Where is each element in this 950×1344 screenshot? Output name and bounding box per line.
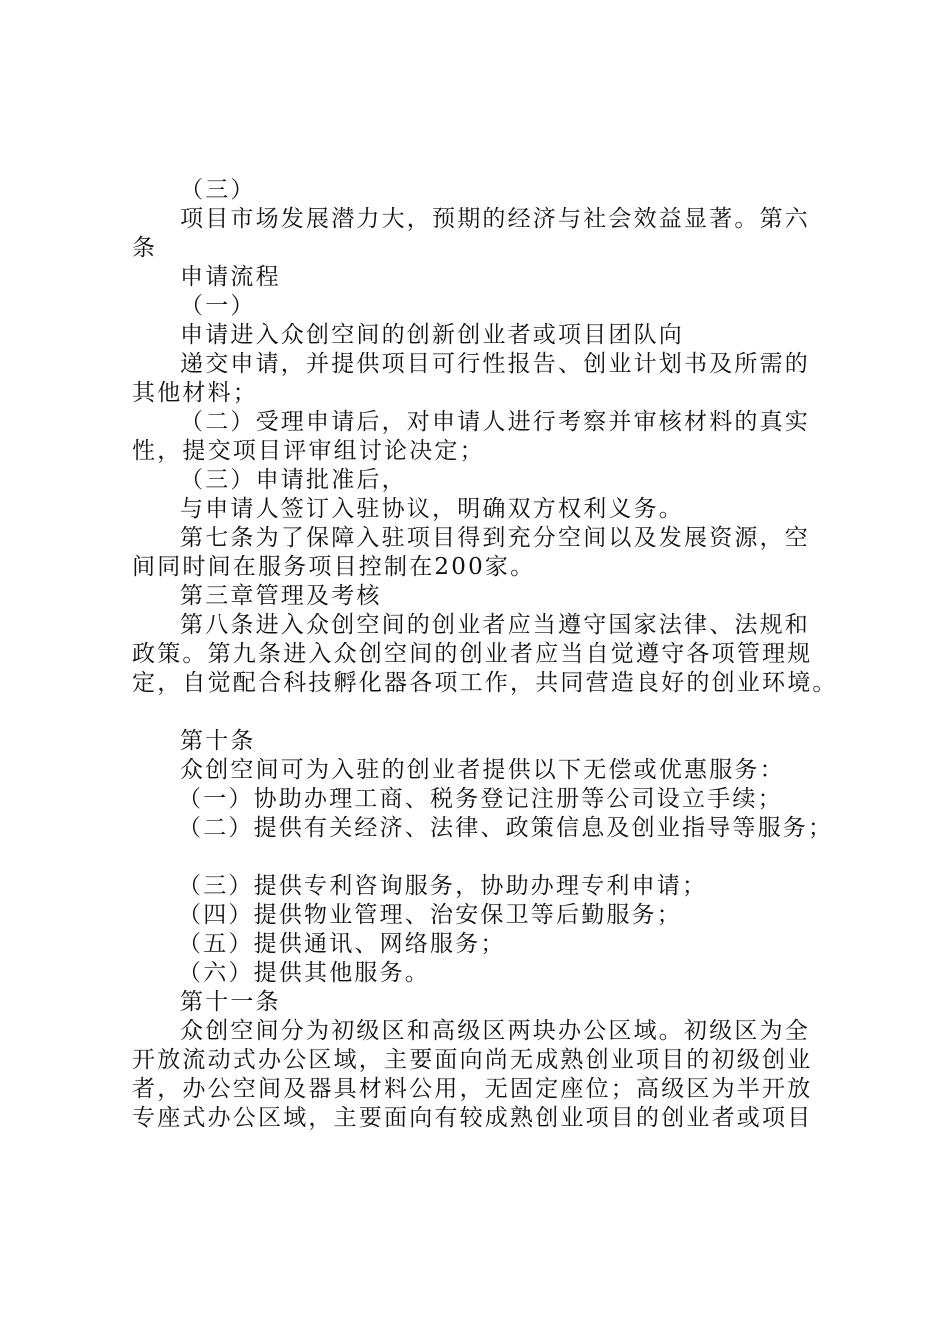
text-line: 专座式办公区域，主要面向有较成熟创业项目的创业者或项目 — [132, 1105, 813, 1131]
text-line: 项目市场发展潜力大，预期的经济与社会效益显著。第六 — [180, 206, 810, 232]
text-line: 与申请人签订入驻协议，明确双方权利义务。 — [180, 496, 684, 522]
text-line: 定，自觉配合科技孵化器各项工作，共同营造良好的创业环境。 — [132, 670, 838, 696]
text-line: （三）申请批准后， — [180, 467, 407, 493]
article-heading: 第十条 — [180, 728, 256, 754]
text-line: 众创空间可为入驻的创业者提供以下无偿或优惠服务： — [180, 757, 785, 783]
document-body — [132, 176, 838, 1133]
text-line: 开放流动式办公区域，主要面向尚无成熟创业项目的初级创业 — [132, 1047, 813, 1073]
text-line: 性，提交项目评审组讨论决定； — [132, 438, 485, 464]
list-item: （四）提供物业管理、治安保卫等后勤服务； — [178, 902, 682, 928]
text-line: 递交申请，并提供项目可行性报告、创业计划书及所需的 — [180, 351, 810, 377]
list-item: （五）提供通讯、网络服务； — [178, 931, 506, 957]
text-line: （三） — [180, 177, 256, 203]
article-heading: 第十一条 — [180, 989, 281, 1015]
text-line: 其他材料； — [132, 380, 258, 406]
text-line: 间同时间在服务项目控制在200家。 — [132, 554, 536, 580]
text-line: （一） — [180, 293, 256, 319]
text-line: 者，办公空间及器具材料公用，无固定座位；高级区为半开放 — [132, 1076, 813, 1102]
text-line: 第八条进入众创空间的创业者应当遵守国家法律、法规和 — [180, 612, 810, 638]
chapter-heading: 第三章管理及考核 — [180, 583, 382, 609]
list-item: （二）提供有关经济、法律、政策信息及创业指导等服务； — [178, 815, 834, 841]
list-item: （一）协助办理工商、税务登记注册等公司设立手续； — [178, 786, 783, 812]
text-line: 条 — [132, 235, 158, 261]
list-item: （六）提供其他服务。 — [178, 960, 430, 986]
section-heading: 申请流程 — [180, 264, 281, 290]
text-line: 众创空间分为初级区和高级区两块办公区域。初级区为全 — [180, 1018, 810, 1044]
paragraph-gap — [132, 698, 832, 727]
list-item: （三）提供专利咨询服务，协助办理专利申请； — [178, 873, 708, 899]
text-line: （二）受理申请后，对申请人进行考察并审核材料的真实 — [180, 409, 810, 435]
text-line: 第七条为了保障入驻项目得到充分空间以及发展资源，空 — [180, 525, 810, 551]
text-line: 政策。第九条进入众创空间的创业者应当自觉遵守各项管理规 — [132, 641, 813, 667]
text-line: 申请进入众创空间的创新创业者或项目团队向 — [180, 322, 684, 348]
paragraph-gap — [132, 843, 832, 872]
